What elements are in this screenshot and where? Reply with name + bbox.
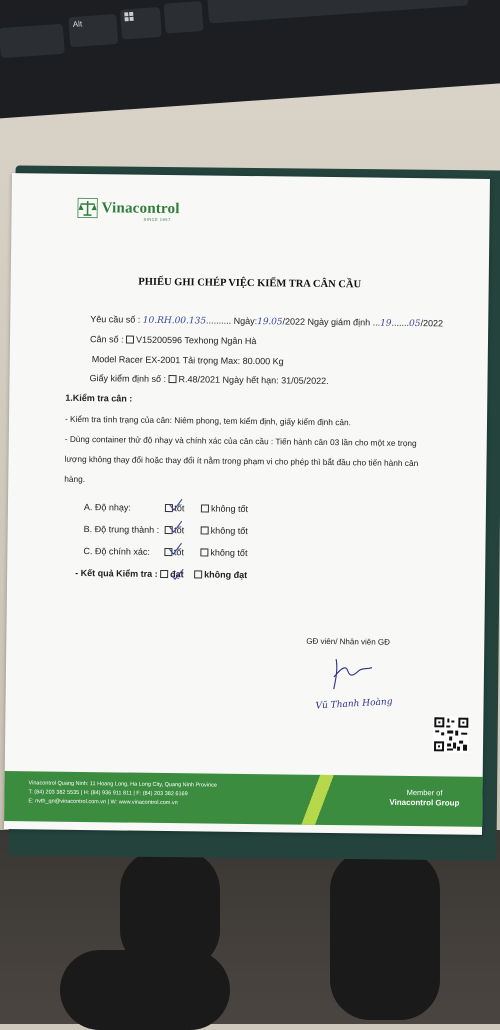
model-line: Model Racer EX-2001 Tải trọng Max: 80.000 Kg <box>92 354 284 366</box>
member-group: Vinacontrol Group <box>389 798 459 808</box>
check-not-ok-label: không tốt <box>210 548 247 558</box>
signer-name: Vũ Thanh Hoàng <box>315 697 392 711</box>
scale-line <box>90 334 257 346</box>
space-key <box>207 0 468 24</box>
check-label: B. Độ trung thành : <box>84 524 162 535</box>
qr-code-icon <box>433 716 469 752</box>
check-label: A. Độ nhạy: <box>84 502 162 513</box>
date-month: 05 <box>271 317 283 327</box>
windows-icon <box>124 12 135 23</box>
ctrl-key <box>0 24 65 58</box>
logo-wordmark: Vinacontrol <box>101 200 179 218</box>
paragraph-2-line-1: - Dùng container thử độ nhạy và chính xác của cân cầu : Tiến hành cân 03 lần cho một xe trọng <box>65 434 417 448</box>
check-row-accuracy <box>83 546 247 558</box>
check-label: C. Độ chính xác: <box>83 546 161 557</box>
cert-value: R.48/2021 Ngày hết hạn: 31/05/2022. <box>179 374 329 386</box>
scale-checkbox <box>126 336 134 344</box>
check-row-sensitivity <box>84 502 248 514</box>
exam-year: /2022 <box>420 318 443 328</box>
signer-title: GĐ viên/ Nhân viên GĐ <box>306 637 390 647</box>
pass-checkbox-checked <box>160 570 168 578</box>
footer-phone: T: (84) 203 382 5535 | H: (84) 936 911 811 | F: (84) 203 382 6169 <box>28 788 216 799</box>
menu-key <box>164 1 204 34</box>
scale-label: Cân số : <box>90 334 124 344</box>
cert-checkbox <box>169 375 177 383</box>
footer-contact <box>28 779 217 808</box>
logo-since: SINCE 1957 <box>143 217 170 222</box>
leg <box>60 950 230 1030</box>
request-label: Yêu cầu số : <box>90 314 140 325</box>
footer-address: Vinacontrol Quang Ninh: 11 Hoang Long, Ha Long City, Quang Ninh Province <box>29 779 217 790</box>
date-day: 19 <box>257 317 269 327</box>
check-row-repeatability <box>84 524 248 536</box>
exam-month: 05 <box>409 319 421 329</box>
cert-line <box>89 373 328 386</box>
cert-label: Giấy kiểm định số : <box>89 373 166 384</box>
footer-member <box>389 788 459 809</box>
check-not-ok-label: không tốt <box>211 526 248 536</box>
date-sep: . <box>269 316 272 326</box>
request-dots: .......... <box>206 315 231 325</box>
inspection-form <box>4 173 490 835</box>
scales-logo-icon <box>77 198 97 218</box>
request-line <box>90 314 443 329</box>
date-label: Ngày: <box>234 316 258 326</box>
result-row <box>75 568 247 580</box>
check-ok-label: tốt <box>174 525 184 535</box>
vinacontrol-logo <box>77 198 179 219</box>
pass-label: đạt <box>170 569 184 579</box>
result-label: - Kết quả Kiểm tra : <box>75 568 158 579</box>
alt-key-label: Alt <box>72 19 82 29</box>
scale-value: V15200596 Texhong Ngân Hà <box>136 335 257 346</box>
footer-accent-stripe <box>299 775 350 826</box>
form-title: PHIẾU GHI CHÉP VIỆC KIỂM TRA CÂN CẦU <box>11 275 489 292</box>
shoe-right <box>330 850 440 1020</box>
date-rest: /2022 Ngày giám định ... <box>283 316 381 327</box>
handwritten-check-marks <box>167 497 192 571</box>
paragraph-1: - Kiểm tra tình trạng của cân: Niêm phong, tem kiểm định, giấy kiểm định cân. <box>65 414 351 427</box>
member-label: Member of <box>389 788 459 799</box>
pass-check-mark <box>169 567 185 581</box>
fail-checkbox <box>194 570 202 578</box>
paragraph-2-line-3: hàng. <box>64 474 85 484</box>
exam-day: 19 <box>380 319 392 329</box>
check-ok-label: tốt <box>174 503 184 513</box>
not-ok-checkbox <box>200 548 208 556</box>
check-ok-label: tốt <box>174 547 184 557</box>
request-number: 10.RH.00.135 <box>143 316 206 327</box>
exam-dots: ....... <box>392 318 410 328</box>
section-heading: 1.Kiểm tra cân : <box>65 393 132 404</box>
fail-label: không đạt <box>204 569 247 580</box>
footer-bar <box>4 771 483 827</box>
windows-key <box>120 7 162 40</box>
paragraph-2-line-2: lượng không thay đổi hoặc thay đổi ít nằm trong phạm vi cho phép thì bắt đầu cho tiến hành cân <box>64 454 418 468</box>
alt-key <box>68 14 118 47</box>
not-ok-checkbox <box>201 504 209 512</box>
not-ok-checkbox <box>201 526 209 534</box>
check-not-ok-label: không tốt <box>211 504 248 514</box>
signature <box>328 655 378 696</box>
footer-email: E: nvth_qn@vinacontrol.com.vn | W: www.vinacontrol.com.vn <box>28 797 216 808</box>
